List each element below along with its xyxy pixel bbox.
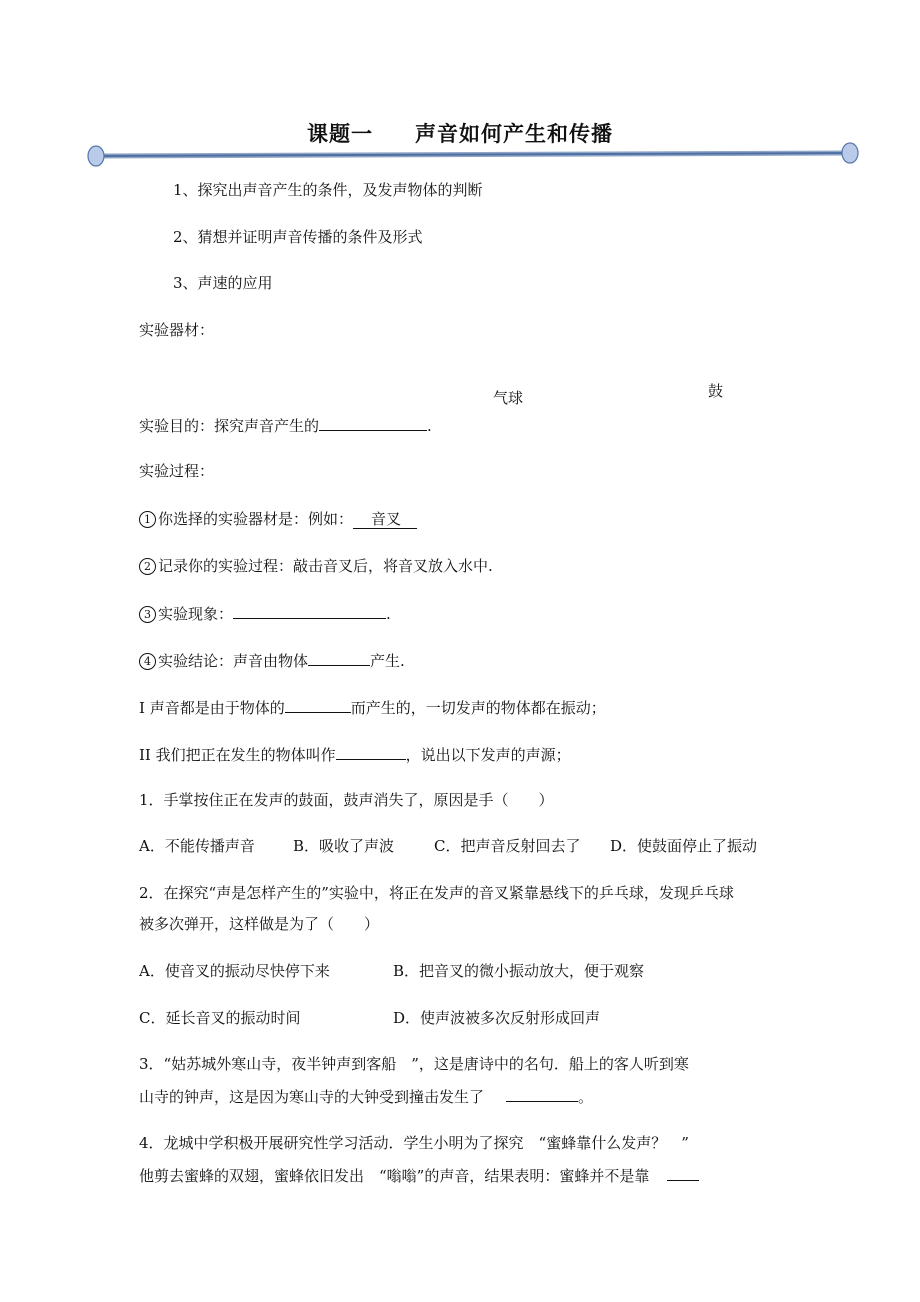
q1-option-a: A．不能传播声音 xyxy=(139,837,255,855)
purpose-end: . xyxy=(427,417,432,435)
q1-option-d: D．使鼓面停止了振动 xyxy=(610,837,758,855)
process-step-2 xyxy=(139,556,493,576)
step-4-end: 产生. xyxy=(370,652,405,670)
equipment-label: 实验器材： xyxy=(139,321,215,339)
title-part2: 声音如何产生和传播 xyxy=(415,121,613,146)
title-divider xyxy=(86,140,862,170)
q2-stem-2: 被多次弹开，这样做是为了（ ） xyxy=(139,915,380,933)
step-number-2: 2 xyxy=(139,558,156,575)
q3-line-2 xyxy=(139,1085,593,1107)
q2-option-a: A．使音叉的振动尽快停下来 xyxy=(139,962,330,980)
process-step-4 xyxy=(139,649,405,671)
q3-line-2-text: 山寺的钟声，这是因为寒山寺的大钟受到撞击发生了 xyxy=(139,1088,485,1106)
step-3-end: . xyxy=(386,605,391,623)
q3-blank[interactable] xyxy=(506,1085,578,1102)
q1-stem: 1．手掌按住正在发声的鼓面，鼓声消失了，原因是手（ ） xyxy=(139,791,554,809)
fact-ii-prefix: II 我们把正在发生的物体叫作 xyxy=(139,746,336,764)
purpose-blank[interactable] xyxy=(319,414,427,431)
q1-option-b: B．吸收了声波 xyxy=(293,837,395,855)
q4-blank[interactable] xyxy=(667,1164,699,1181)
fact-ii-suffix: ，说出以下发声的声源； xyxy=(405,746,571,764)
fact-i-prefix: I 声音都是由于物体的 xyxy=(139,699,285,717)
step-3-blank[interactable] xyxy=(233,602,386,619)
objective-1: 1、探究出声音产生的条件，及发声物体的判断 xyxy=(173,181,483,199)
step-2-text: 记录你的实验过程：敲击音叉后，将音叉放入水中. xyxy=(158,557,493,575)
process-step-1 xyxy=(139,509,417,529)
step-4-text: 实验结论：声音由物体 xyxy=(158,652,309,670)
objective-2: 2、猜想并证明声音传播的条件及形式 xyxy=(173,228,423,246)
equipment-drum: 鼓 xyxy=(708,382,724,400)
q2-stem-1: 2．在探究“声是怎样产生的”实验中，将正在发声的音叉紧靠悬线下的乒乓球，发现乒乓球 xyxy=(139,884,734,902)
process-step-3 xyxy=(139,602,391,624)
process-label: 实验过程： xyxy=(139,462,215,480)
q2-option-d: D．使声波被多次反射形成回声 xyxy=(393,1009,601,1027)
purpose-line xyxy=(139,414,432,436)
q2-option-b: B．把音叉的微小振动放大，便于观察 xyxy=(393,962,645,980)
fact-i-blank[interactable] xyxy=(285,696,351,713)
equipment-balloon: 气球 xyxy=(493,389,524,407)
q4-line-1: 4．龙城中学积极开展研究性学习活动．学生小明为了探究 “蜜蜂靠什么发声？ ” xyxy=(139,1134,689,1152)
q2-option-c: C．延长音叉的振动时间 xyxy=(139,1009,301,1027)
q4-line-2 xyxy=(139,1164,699,1186)
step-3-text: 实验现象： xyxy=(158,605,234,623)
q1-option-c: C．把声音反射回去了 xyxy=(434,837,581,855)
step-1-answer: 音叉 xyxy=(353,510,417,529)
step-1-text: 你选择的实验器材是：例如： xyxy=(158,510,354,528)
fact-ii-blank[interactable] xyxy=(336,743,406,760)
title-part1: 课题一 xyxy=(307,121,373,146)
fact-i xyxy=(139,696,606,718)
fact-ii xyxy=(139,743,571,765)
step-number-3: 3 xyxy=(139,606,156,623)
q4-line-2-text: 他剪去蜜蜂的双翅，蜜蜂依旧发出 “嗡嗡”的声音，结果表明：蜜蜂并不是靠 xyxy=(139,1167,650,1185)
q3-end: 。 xyxy=(578,1088,594,1106)
step-4-blank[interactable] xyxy=(308,649,370,666)
q3-line-1: 3．“姑苏城外寒山寺，夜半钟声到客船 ”，这是唐诗中的名句．船上的客人听到寒 xyxy=(139,1055,689,1073)
purpose-text: 实验目的：探究声音产生的 xyxy=(139,417,320,435)
objective-3: 3、声速的应用 xyxy=(173,274,273,292)
step-number-4: 4 xyxy=(139,653,156,670)
fact-i-suffix: 而产生的，一切发声的物体都在振动； xyxy=(350,699,606,717)
step-number-1: 1 xyxy=(139,511,156,528)
